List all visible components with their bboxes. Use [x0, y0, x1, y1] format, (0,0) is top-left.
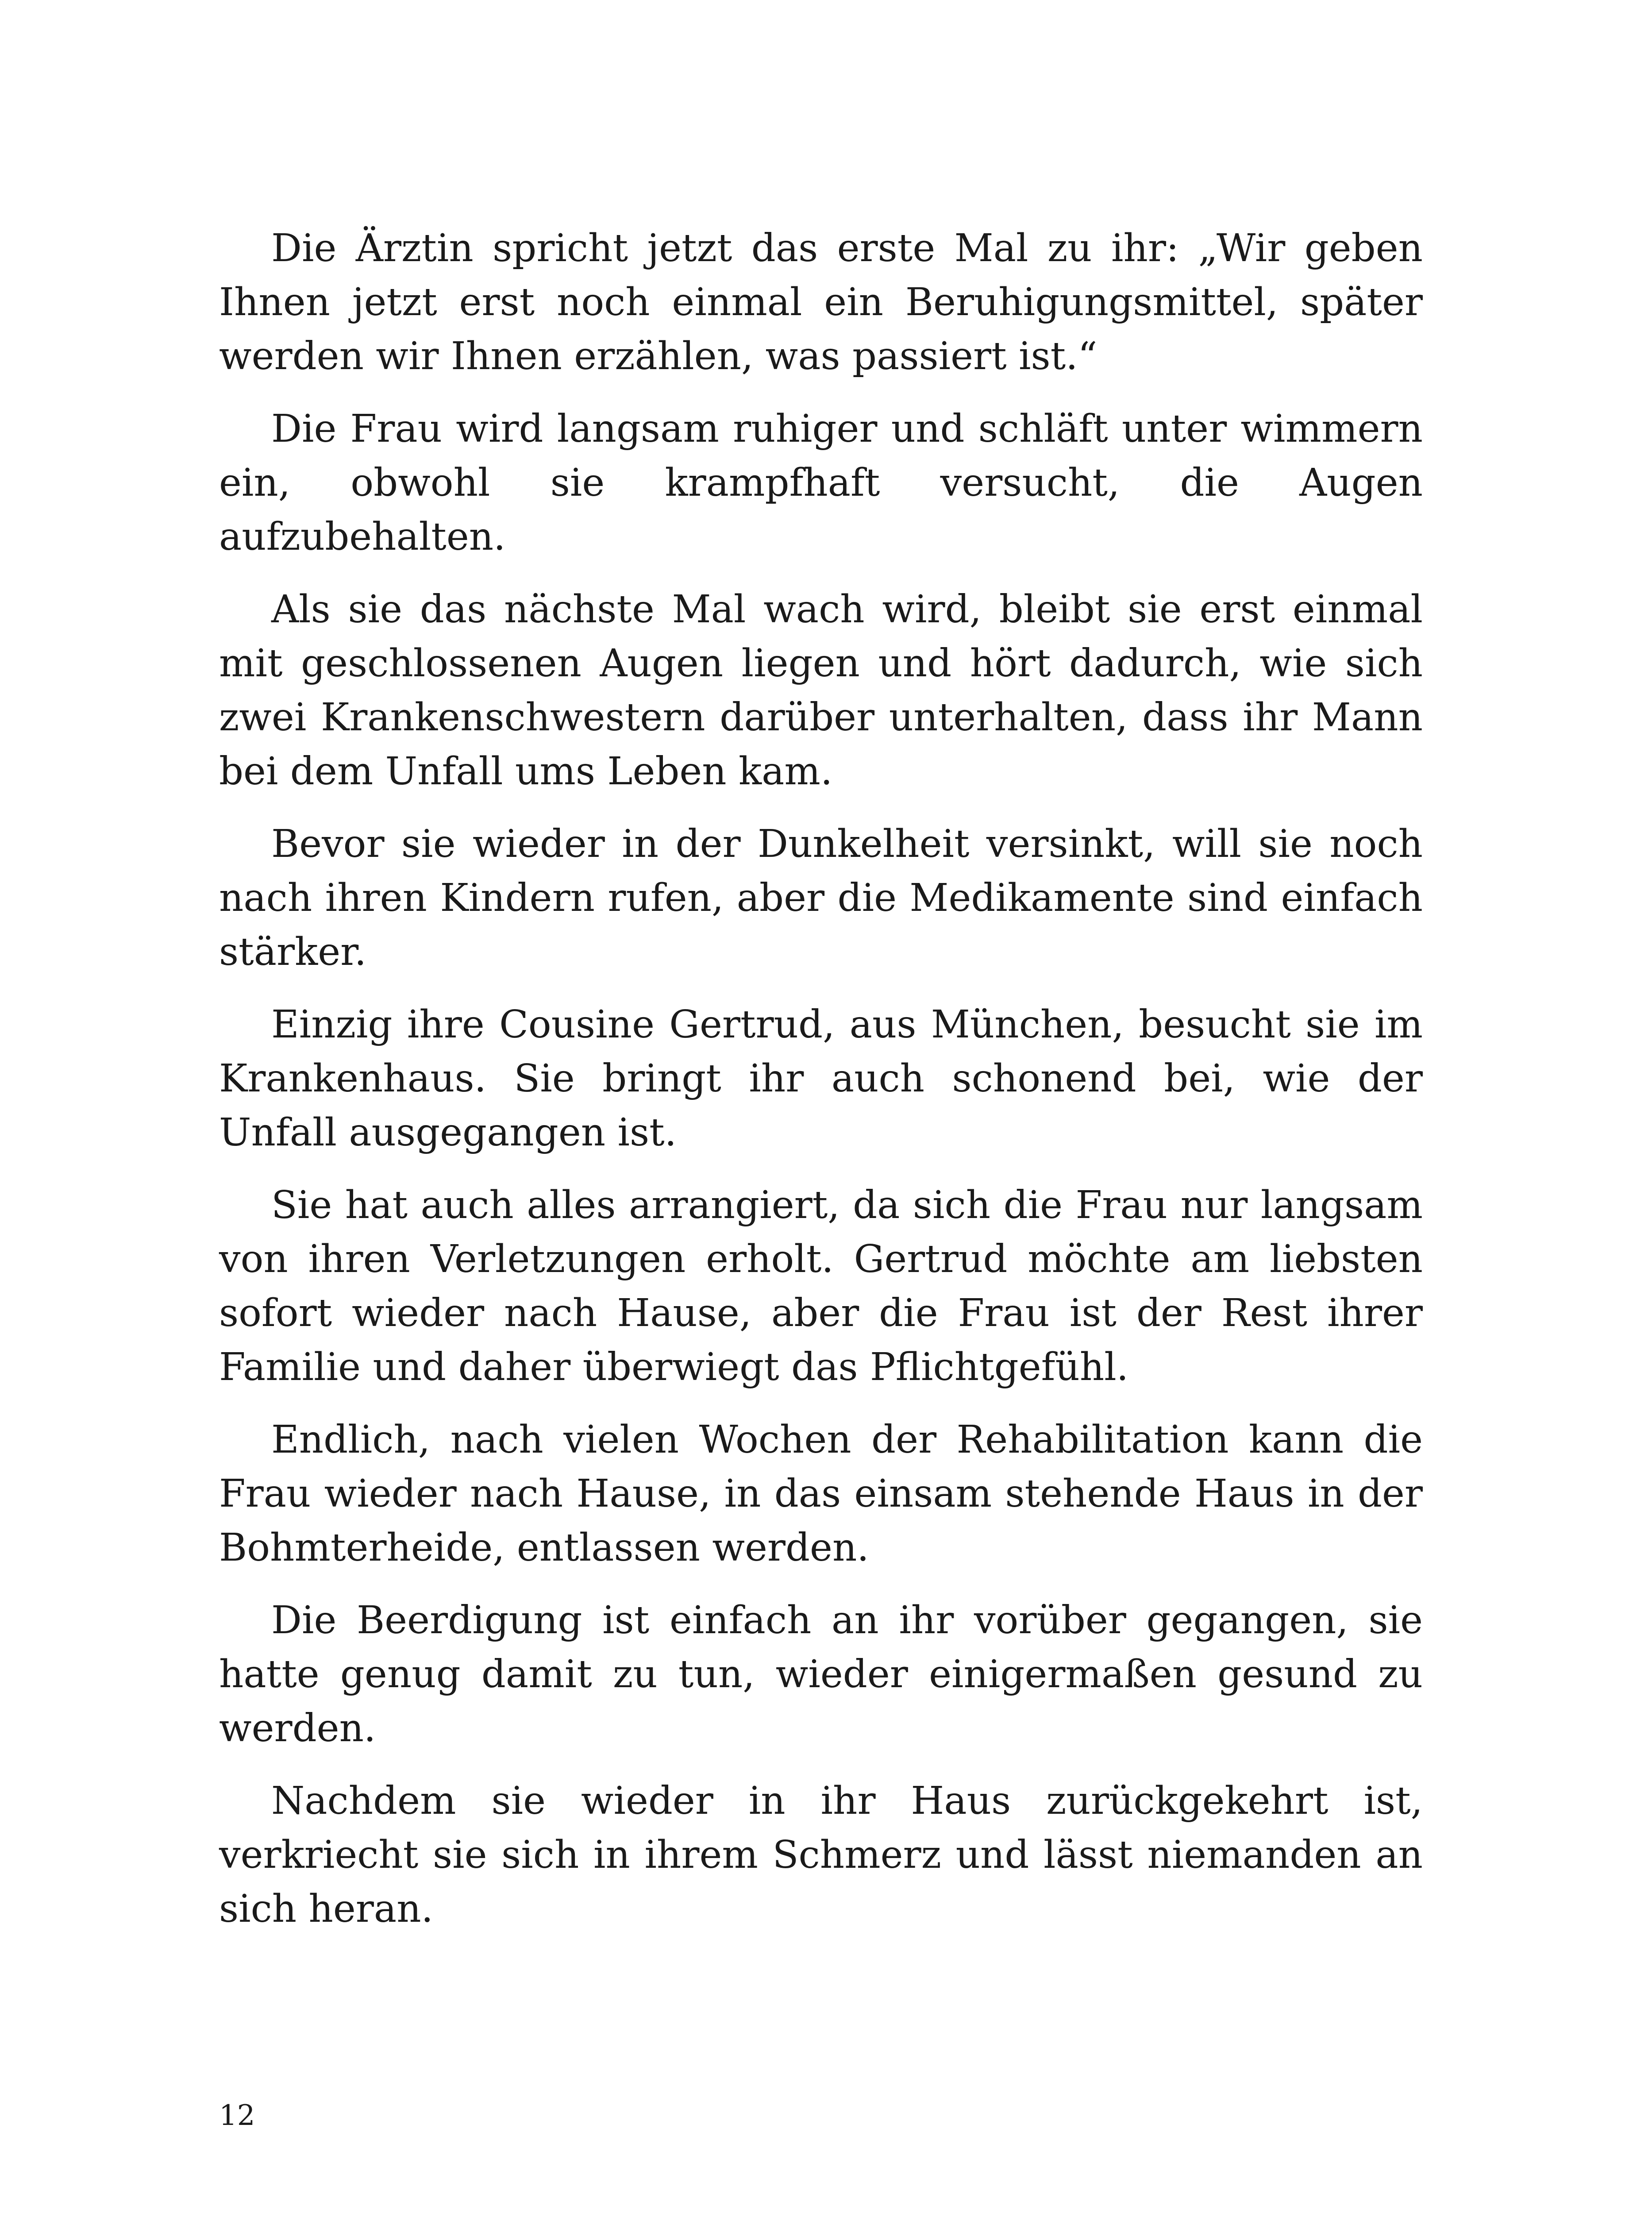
page-number: 12	[219, 2099, 255, 2132]
paragraph: Die Frau wird langsam ruhiger und schläft unter wimmern ein, obwohl sie krampfhaft versucht, die Augen aufzubehalten.	[219, 407, 1423, 559]
body-text	[219, 221, 1423, 1955]
paragraph: Einzig ihre Cousine Gertrud, aus München, besucht sie im Krankenhaus. Sie bringt ihr auch schonend bei, wie der Unfall ausgegangen ist.	[219, 1002, 1423, 1155]
paragraph: Endlich, nach vielen Wochen der Rehabilitation kann die Frau wieder nach Hause, in das einsam stehende Haus in der Bohmterheide, entlassen werden.	[219, 1418, 1423, 1570]
paragraph: Bevor sie wieder in der Dunkelheit versinkt, will sie noch nach ihren Kindern rufen, aber die Medikamente sind einfach stärker.	[219, 822, 1423, 974]
paragraph: Sie hat auch alles arrangiert, da sich die Frau nur langsam von ihren Verletzungen erholt. Gertrud möchte am liebsten sofort wieder nach Hause, aber die Frau ist der Rest ihrer Familie und daher überwiegt das Pflichtgefühl.	[219, 1183, 1423, 1389]
paragraph: Als sie das nächste Mal wach wird, bleibt sie erst einmal mit geschlossenen Augen liegen und hört dadurch, wie sich zwei Krankenschwestern darüber unterhalten, dass ihr Mann bei dem Unfall ums Leben kam.	[219, 587, 1423, 794]
paragraph: Nachdem sie wieder in ihr Haus zurückgekehrt ist, verkriecht sie sich in ihrem Schmerz und lässt niemanden an sich heran.	[219, 1779, 1423, 1931]
paragraph: Die Beerdigung ist einfach an ihr vorüber gegangen, sie hatte genug damit zu tun, wieder einigermaßen gesund zu werden.	[219, 1598, 1423, 1750]
paragraph: Die Ärztin spricht jetzt das erste Mal zu ihr: „Wir geben Ihnen jetzt erst noch einmal ein Beruhigungsmittel, später werden wir Ihnen erzählen, was passiert ist.“	[219, 226, 1423, 378]
